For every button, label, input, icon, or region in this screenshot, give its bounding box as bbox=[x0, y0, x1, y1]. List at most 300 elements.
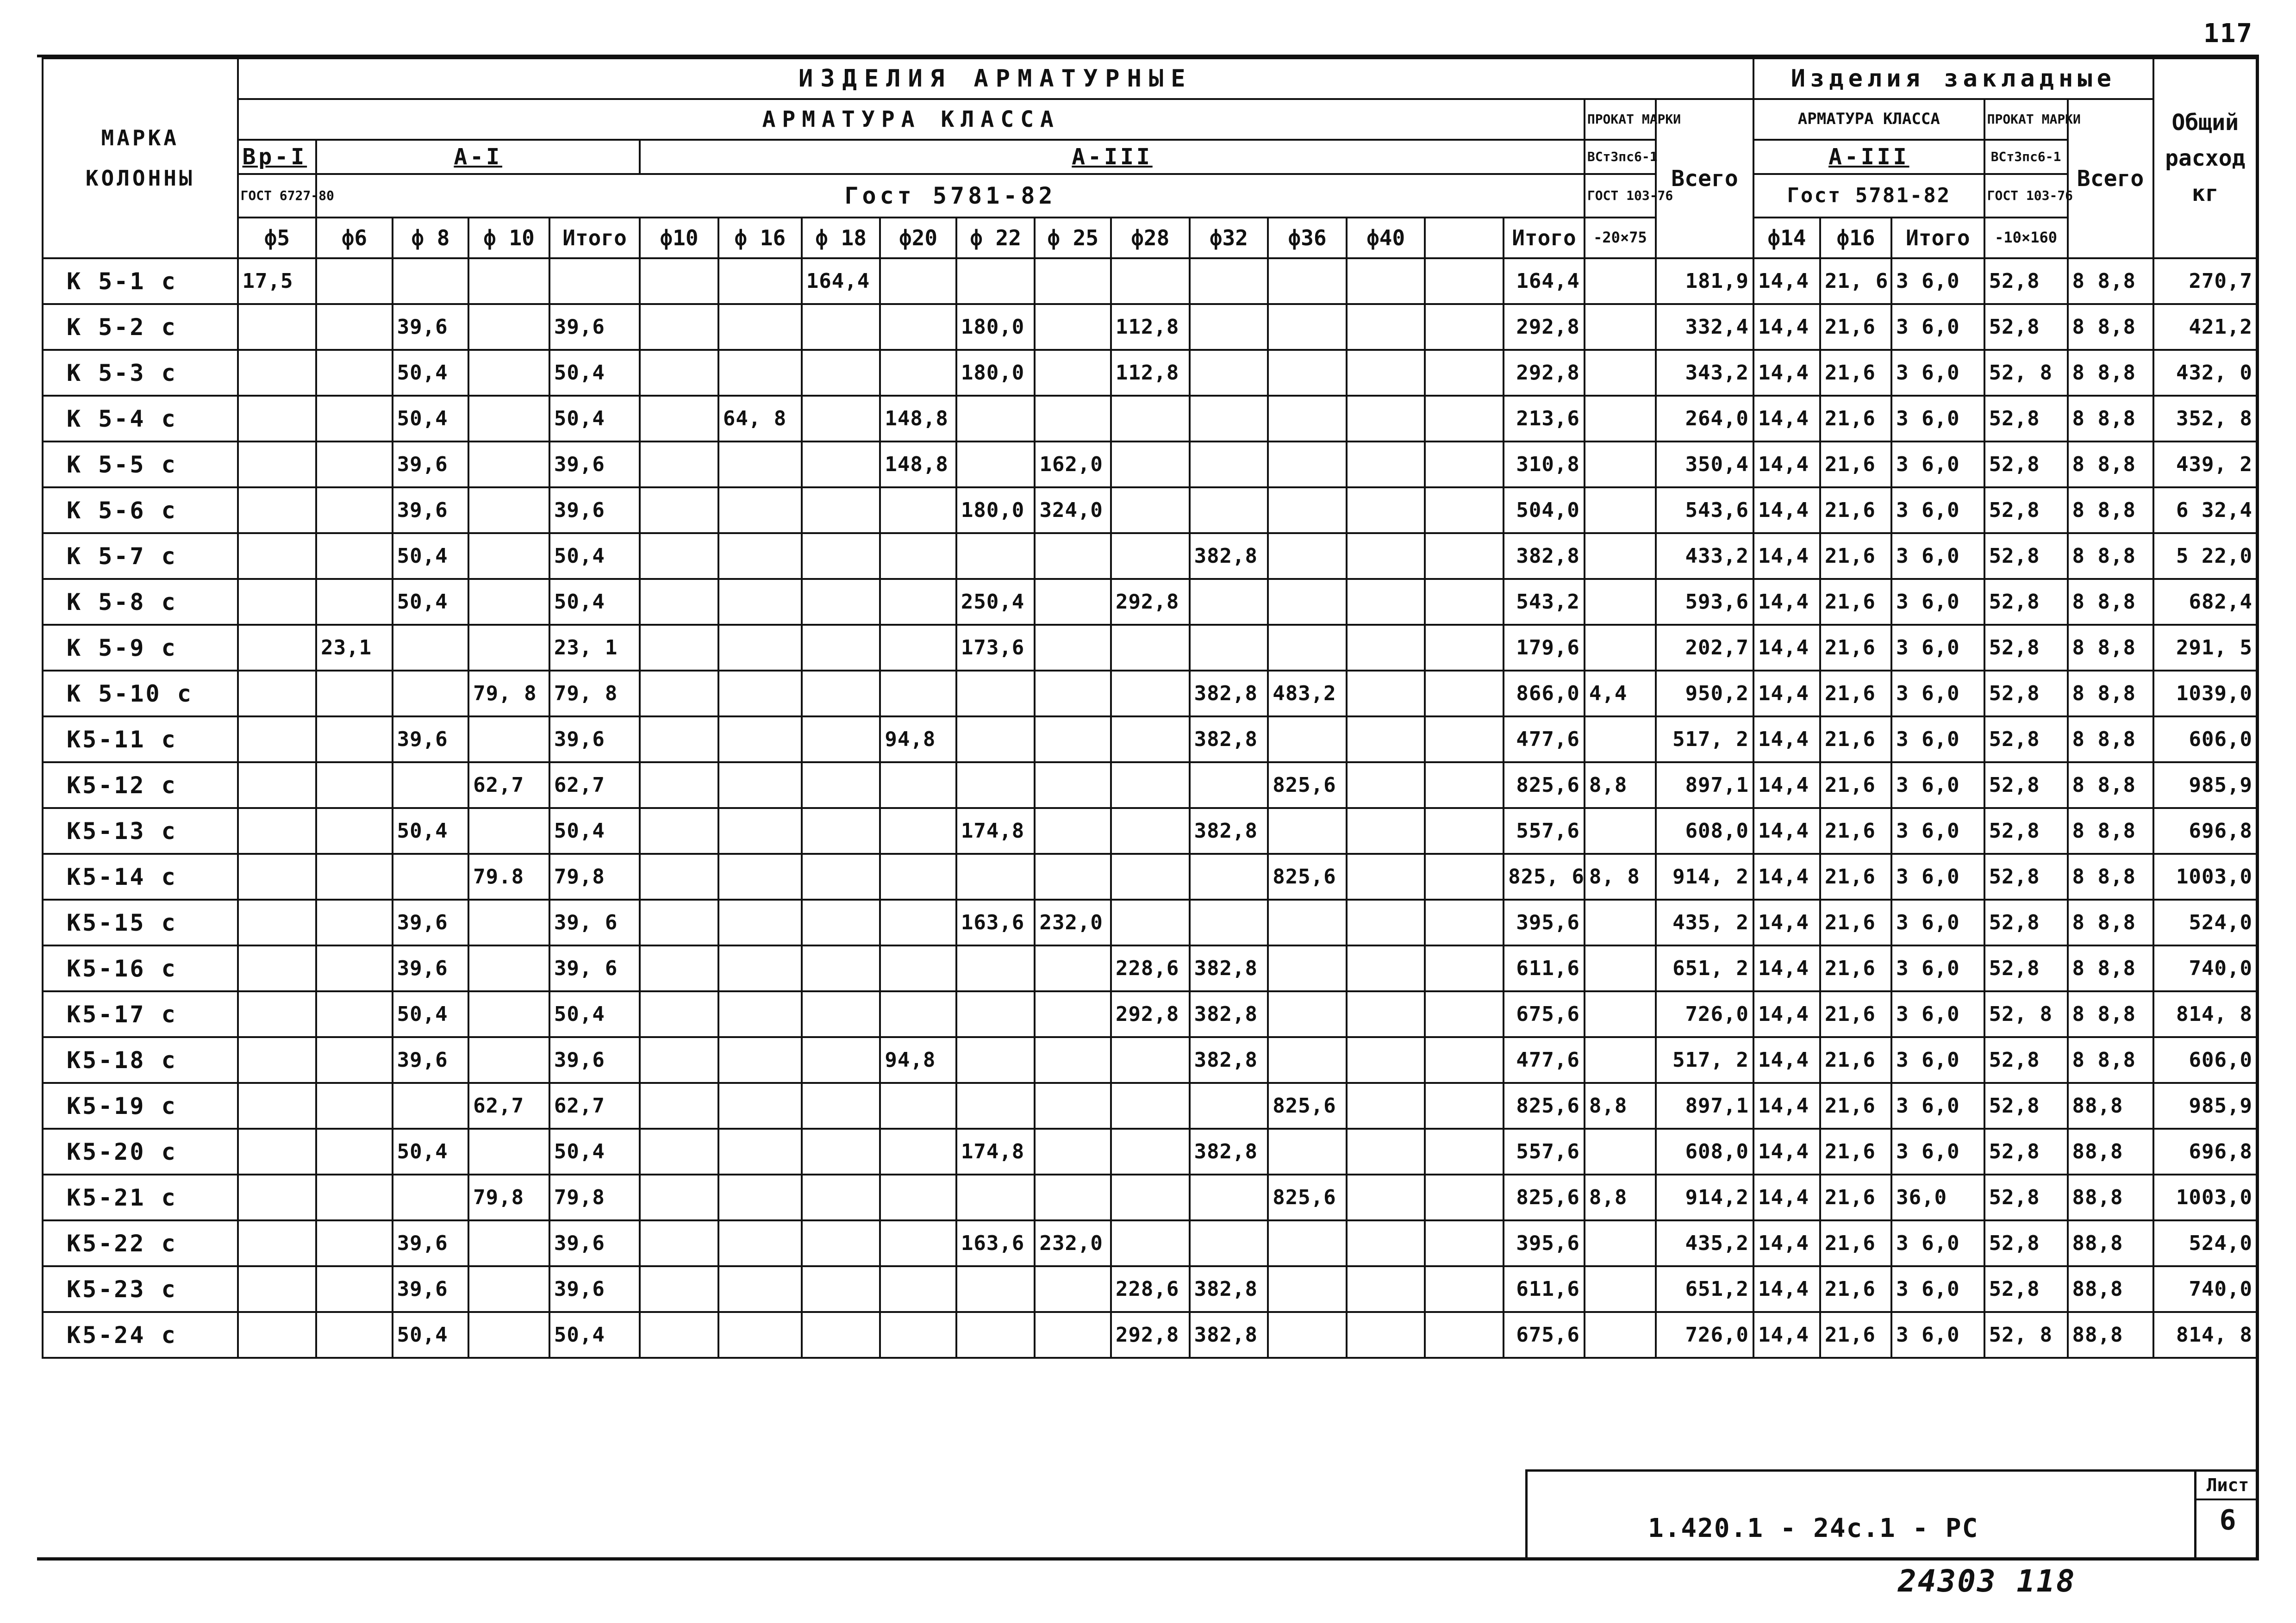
value-cell-erolled: 52,8 bbox=[1984, 716, 2068, 762]
value-cell-a3-36 bbox=[1268, 350, 1347, 396]
table-row bbox=[43, 716, 2257, 762]
diameter-a1-6-header: ф6 bbox=[316, 218, 392, 258]
value-cell-etot: 3 6,0 bbox=[1891, 900, 1984, 945]
value-cell-a3-total: 557,6 bbox=[1504, 808, 1585, 854]
value-cell-e14: 14,4 bbox=[1753, 808, 1820, 854]
value-cell-a3-22 bbox=[956, 442, 1035, 487]
value-cell-total: 435,2 bbox=[1656, 1220, 1753, 1266]
value-cell-etot: 3 6,0 bbox=[1891, 1220, 1984, 1266]
value-cell-total: 897,1 bbox=[1656, 1083, 1753, 1129]
table-row bbox=[43, 991, 2257, 1037]
value-cell-a3-25 bbox=[1035, 625, 1111, 671]
empty-cell bbox=[1425, 258, 1504, 304]
value-cell-overall: 696,8 bbox=[2153, 1129, 2257, 1175]
value-cell-a3-22: 173,6 bbox=[956, 625, 1035, 671]
diameter-a3-40-header: ф40 bbox=[1347, 218, 1425, 258]
value-cell-a1-total: 39,6 bbox=[549, 442, 640, 487]
value-cell-a3-10 bbox=[640, 304, 718, 350]
value-cell-a1-8 bbox=[393, 854, 468, 900]
value-cell-a3-36 bbox=[1268, 1129, 1347, 1175]
value-cell-a3-36 bbox=[1268, 396, 1347, 442]
value-cell-a3-32: 382,8 bbox=[1190, 1266, 1268, 1312]
value-cell-a1-8 bbox=[393, 762, 468, 808]
value-cell-a1-8: 39,6 bbox=[393, 304, 468, 350]
value-cell-e14: 14,4 bbox=[1753, 762, 1820, 808]
diameter-a3-22-header: ф 22 bbox=[956, 218, 1035, 258]
value-cell-a3-28 bbox=[1111, 1129, 1190, 1175]
value-cell-eall: 8 8,8 bbox=[2068, 579, 2153, 625]
value-cell-a3-28 bbox=[1111, 1220, 1190, 1266]
embedded-subtotal-header: Итого bbox=[1891, 218, 1984, 258]
value-cell-a3-16 bbox=[718, 487, 802, 533]
value-cell-a3-16 bbox=[718, 762, 802, 808]
value-cell-e16: 21,6 bbox=[1820, 350, 1891, 396]
value-cell-a3-22: 180,0 bbox=[956, 350, 1035, 396]
value-cell-a3-20 bbox=[880, 533, 956, 579]
value-cell-a3-32 bbox=[1190, 1220, 1268, 1266]
value-cell-a3-40 bbox=[1347, 1129, 1425, 1175]
value-cell-a3-18 bbox=[802, 579, 880, 625]
value-cell-a3-25 bbox=[1035, 258, 1111, 304]
value-cell-total: 593,6 bbox=[1656, 579, 1753, 625]
value-cell-vr5 bbox=[238, 716, 317, 762]
value-cell-a3-20: 148,8 bbox=[880, 442, 956, 487]
value-cell-vr5 bbox=[238, 487, 317, 533]
value-cell-a3-25: 232,0 bbox=[1035, 900, 1111, 945]
value-cell-a3-20 bbox=[880, 1220, 956, 1266]
value-cell-a3-16 bbox=[718, 671, 802, 716]
value-cell-a3-32 bbox=[1190, 579, 1268, 625]
table-row bbox=[43, 808, 2257, 854]
value-cell-eall: 88,8 bbox=[2068, 1175, 2153, 1220]
value-cell-e16: 21,6 bbox=[1820, 1266, 1891, 1312]
value-cell-erolled: 52,8 bbox=[1984, 442, 2068, 487]
value-cell-a1-10 bbox=[468, 304, 549, 350]
value-cell-rolled bbox=[1585, 258, 1656, 304]
column-mark-cell: К 5-1 с bbox=[43, 258, 238, 304]
value-cell-total: 332,4 bbox=[1656, 304, 1753, 350]
diameter-a3-16-header: ф 16 bbox=[718, 218, 802, 258]
value-cell-a3-10 bbox=[640, 1037, 718, 1083]
diameter-a1-10-header: ф 10 bbox=[468, 218, 549, 258]
value-cell-total: 651,2 bbox=[1656, 1266, 1753, 1312]
value-cell-a3-total: 395,6 bbox=[1504, 1220, 1585, 1266]
value-cell-erolled: 52, 8 bbox=[1984, 350, 2068, 396]
value-cell-a3-22 bbox=[956, 1037, 1035, 1083]
value-cell-rolled bbox=[1585, 808, 1656, 854]
value-cell-a3-10 bbox=[640, 442, 718, 487]
value-cell-a3-total: 825,6 bbox=[1504, 762, 1585, 808]
value-cell-total: 914, 2 bbox=[1656, 854, 1753, 900]
value-cell-erolled: 52,8 bbox=[1984, 900, 2068, 945]
value-cell-a3-10 bbox=[640, 900, 718, 945]
value-cell-a3-22 bbox=[956, 533, 1035, 579]
empty-cell bbox=[1425, 625, 1504, 671]
value-cell-a3-20: 94,8 bbox=[880, 1037, 956, 1083]
value-cell-a3-10 bbox=[640, 1266, 718, 1312]
value-cell-a3-16 bbox=[718, 991, 802, 1037]
value-cell-a3-20 bbox=[880, 1266, 956, 1312]
value-cell-e14: 14,4 bbox=[1753, 258, 1820, 304]
diameter-vr-5-header: ф5 bbox=[238, 218, 317, 258]
value-cell-e14: 14,4 bbox=[1753, 579, 1820, 625]
value-cell-a3-16 bbox=[718, 854, 802, 900]
value-cell-a3-16 bbox=[718, 1037, 802, 1083]
table-row bbox=[43, 1175, 2257, 1220]
value-cell-a3-20: 148,8 bbox=[880, 396, 956, 442]
column-mark-cell: К5-22 с bbox=[43, 1220, 238, 1266]
value-cell-a3-10 bbox=[640, 396, 718, 442]
value-cell-a3-10 bbox=[640, 716, 718, 762]
value-cell-a3-40 bbox=[1347, 1083, 1425, 1129]
value-cell-a3-18 bbox=[802, 625, 880, 671]
value-cell-a3-22 bbox=[956, 716, 1035, 762]
value-cell-a1-8: 50,4 bbox=[393, 991, 468, 1037]
empty-cell bbox=[1425, 304, 1504, 350]
value-cell-rolled bbox=[1585, 304, 1656, 350]
value-cell-a3-36 bbox=[1268, 1312, 1347, 1358]
value-cell-a1-total: 62,7 bbox=[549, 762, 640, 808]
table-row bbox=[43, 762, 2257, 808]
diameter-a3-28-header: ф28 bbox=[1111, 218, 1190, 258]
value-cell-a3-40 bbox=[1347, 533, 1425, 579]
value-cell-a3-25: 162,0 bbox=[1035, 442, 1111, 487]
value-cell-a1-total: 62,7 bbox=[549, 1083, 640, 1129]
value-cell-total: 651, 2 bbox=[1656, 945, 1753, 991]
value-cell-e16: 21,6 bbox=[1820, 991, 1891, 1037]
table-row bbox=[43, 258, 2257, 304]
value-cell-e14: 14,4 bbox=[1753, 304, 1820, 350]
value-cell-a3-22: 174,8 bbox=[956, 1129, 1035, 1175]
value-cell-a3-18 bbox=[802, 1129, 880, 1175]
embedded-diameter-16-header: ф16 bbox=[1820, 218, 1891, 258]
value-cell-vr5 bbox=[238, 350, 317, 396]
value-cell-total: 543,6 bbox=[1656, 487, 1753, 533]
value-cell-a1-10 bbox=[468, 258, 549, 304]
empty-cell bbox=[1425, 1037, 1504, 1083]
value-cell-a3-32 bbox=[1190, 304, 1268, 350]
value-cell-rolled bbox=[1585, 625, 1656, 671]
value-cell-a1-8: 39,6 bbox=[393, 1037, 468, 1083]
value-cell-overall: 1003,0 bbox=[2153, 1175, 2257, 1220]
value-cell-a1-6: 23,1 bbox=[316, 625, 392, 671]
value-cell-a3-40 bbox=[1347, 991, 1425, 1037]
value-cell-etot: 3 6,0 bbox=[1891, 1266, 1984, 1312]
value-cell-a1-total: 50,4 bbox=[549, 991, 640, 1037]
value-cell-e14: 14,4 bbox=[1753, 716, 1820, 762]
embedded-standard-rebar-header: Гост 5781-82 bbox=[1753, 174, 1984, 218]
value-cell-a3-20: 94,8 bbox=[880, 716, 956, 762]
value-cell-e16: 21,6 bbox=[1820, 808, 1891, 854]
value-cell-a3-40 bbox=[1347, 1037, 1425, 1083]
value-cell-a3-20 bbox=[880, 1312, 956, 1358]
value-cell-e14: 14,4 bbox=[1753, 1266, 1820, 1312]
value-cell-a1-total: 79,8 bbox=[549, 1175, 640, 1220]
document-code: 1.420.1 - 24с.1 - РС bbox=[1648, 1513, 1979, 1543]
value-cell-a1-10: 79.8 bbox=[468, 854, 549, 900]
value-cell-a3-18 bbox=[802, 762, 880, 808]
value-cell-a3-10 bbox=[640, 1220, 718, 1266]
value-cell-e14: 14,4 bbox=[1753, 1220, 1820, 1266]
table-row bbox=[43, 1129, 2257, 1175]
value-cell-total: 726,0 bbox=[1656, 991, 1753, 1037]
value-cell-overall: 291, 5 bbox=[2153, 625, 2257, 671]
value-cell-a1-total: 50,4 bbox=[549, 808, 640, 854]
table-row bbox=[43, 533, 2257, 579]
value-cell-a1-6 bbox=[316, 396, 392, 442]
value-cell-total: 435, 2 bbox=[1656, 900, 1753, 945]
value-cell-e16: 21,6 bbox=[1820, 487, 1891, 533]
column-mark-cell: К5-17 с bbox=[43, 991, 238, 1037]
value-cell-overall: 5 22,0 bbox=[2153, 533, 2257, 579]
value-cell-etot: 3 6,0 bbox=[1891, 1037, 1984, 1083]
empty-cell bbox=[1425, 1129, 1504, 1175]
value-cell-a1-8 bbox=[393, 1175, 468, 1220]
value-cell-a3-20 bbox=[880, 350, 956, 396]
value-cell-a3-25 bbox=[1035, 716, 1111, 762]
value-cell-vr5 bbox=[238, 854, 317, 900]
value-cell-a3-28: 112,8 bbox=[1111, 304, 1190, 350]
value-cell-total: 181,9 bbox=[1656, 258, 1753, 304]
value-cell-a3-16 bbox=[718, 1129, 802, 1175]
value-cell-eall: 8 8,8 bbox=[2068, 350, 2153, 396]
value-cell-e14: 14,4 bbox=[1753, 671, 1820, 716]
value-cell-overall: 432, 0 bbox=[2153, 350, 2257, 396]
value-cell-a3-32: 382,8 bbox=[1190, 716, 1268, 762]
value-cell-erolled: 52,8 bbox=[1984, 1266, 2068, 1312]
value-cell-etot: 3 6,0 bbox=[1891, 579, 1984, 625]
value-cell-a3-36: 825,6 bbox=[1268, 854, 1347, 900]
value-cell-a1-8 bbox=[393, 625, 468, 671]
value-cell-erolled: 52,8 bbox=[1984, 1220, 2068, 1266]
value-cell-overall: 985,9 bbox=[2153, 1083, 2257, 1129]
value-cell-eall: 8 8,8 bbox=[2068, 258, 2153, 304]
value-cell-a3-18 bbox=[802, 1220, 880, 1266]
value-cell-vr5 bbox=[238, 1312, 317, 1358]
value-cell-a3-total: 213,6 bbox=[1504, 396, 1585, 442]
value-cell-a3-20 bbox=[880, 991, 956, 1037]
value-cell-overall: 352, 8 bbox=[2153, 396, 2257, 442]
value-cell-vr5 bbox=[238, 625, 317, 671]
embedded-standard-rolled-header: ГОСТ 103-76 bbox=[1984, 174, 2068, 218]
value-cell-overall: 682,4 bbox=[2153, 579, 2257, 625]
value-cell-etot: 3 6,0 bbox=[1891, 945, 1984, 991]
value-cell-a3-total: 611,6 bbox=[1504, 1266, 1585, 1312]
value-cell-a3-16 bbox=[718, 900, 802, 945]
value-cell-a1-total: 50,4 bbox=[549, 396, 640, 442]
value-cell-a3-10 bbox=[640, 808, 718, 854]
table-row bbox=[43, 442, 2257, 487]
value-cell-a3-20 bbox=[880, 945, 956, 991]
value-cell-e14: 14,4 bbox=[1753, 854, 1820, 900]
value-cell-a1-10 bbox=[468, 900, 549, 945]
value-cell-a3-40 bbox=[1347, 900, 1425, 945]
value-cell-erolled: 52,8 bbox=[1984, 487, 2068, 533]
value-cell-a3-10 bbox=[640, 625, 718, 671]
value-cell-a1-total: 79,8 bbox=[549, 854, 640, 900]
value-cell-vr5 bbox=[238, 1083, 317, 1129]
empty-cell bbox=[1425, 1175, 1504, 1220]
value-cell-a3-16 bbox=[718, 1083, 802, 1129]
value-cell-a3-10 bbox=[640, 762, 718, 808]
value-cell-a3-16 bbox=[718, 533, 802, 579]
value-cell-e16: 21,6 bbox=[1820, 396, 1891, 442]
value-cell-overall: 6 32,4 bbox=[2153, 487, 2257, 533]
value-cell-a3-22 bbox=[956, 258, 1035, 304]
value-cell-e16: 21,6 bbox=[1820, 442, 1891, 487]
value-cell-a3-20 bbox=[880, 487, 956, 533]
value-cell-a3-32: 382,8 bbox=[1190, 808, 1268, 854]
value-cell-a3-total: 382,8 bbox=[1504, 533, 1585, 579]
value-cell-e14: 14,4 bbox=[1753, 487, 1820, 533]
column-rows bbox=[43, 258, 2257, 1461]
value-cell-a3-32 bbox=[1190, 762, 1268, 808]
value-cell-rolled bbox=[1585, 1220, 1656, 1266]
value-cell-a3-25 bbox=[1035, 808, 1111, 854]
value-cell-a3-40 bbox=[1347, 1175, 1425, 1220]
value-cell-a3-total: 675,6 bbox=[1504, 991, 1585, 1037]
empty-cell bbox=[1425, 762, 1504, 808]
value-cell-a1-10 bbox=[468, 579, 549, 625]
diameter-a3-36-header: ф36 bbox=[1268, 218, 1347, 258]
value-cell-eall: 8 8,8 bbox=[2068, 442, 2153, 487]
rolled-grade-header: ПРОКАТ МАРКИ bbox=[1585, 99, 1656, 140]
value-cell-a1-6 bbox=[316, 900, 392, 945]
value-cell-vr5 bbox=[238, 991, 317, 1037]
value-cell-a3-40 bbox=[1347, 258, 1425, 304]
value-cell-a3-25 bbox=[1035, 945, 1111, 991]
value-cell-a1-6 bbox=[316, 1129, 392, 1175]
value-cell-a3-20 bbox=[880, 762, 956, 808]
value-cell-a1-10 bbox=[468, 442, 549, 487]
value-cell-a3-28 bbox=[1111, 762, 1190, 808]
value-cell-a1-total: 50,4 bbox=[549, 533, 640, 579]
value-cell-a1-6 bbox=[316, 350, 392, 396]
value-cell-rolled bbox=[1585, 1312, 1656, 1358]
value-cell-e14: 14,4 bbox=[1753, 350, 1820, 396]
value-cell-a3-total: 292,8 bbox=[1504, 304, 1585, 350]
value-cell-a1-total: 39, 6 bbox=[549, 900, 640, 945]
value-cell-a1-10 bbox=[468, 808, 549, 854]
value-cell-a3-10 bbox=[640, 579, 718, 625]
value-cell-total: 433,2 bbox=[1656, 533, 1753, 579]
empty-header-cell bbox=[1425, 218, 1504, 258]
value-cell-rolled bbox=[1585, 900, 1656, 945]
value-cell-a1-total: 39,6 bbox=[549, 1037, 640, 1083]
value-cell-a1-10 bbox=[468, 1037, 549, 1083]
value-cell-e16: 21,6 bbox=[1820, 579, 1891, 625]
value-cell-a3-40 bbox=[1347, 625, 1425, 671]
value-cell-rolled bbox=[1585, 579, 1656, 625]
value-cell-a3-10 bbox=[640, 1175, 718, 1220]
column-mark-cell: К 5-10 с bbox=[43, 671, 238, 716]
value-cell-a1-6 bbox=[316, 304, 392, 350]
value-cell-a1-6 bbox=[316, 487, 392, 533]
value-cell-a3-22 bbox=[956, 991, 1035, 1037]
value-cell-rolled bbox=[1585, 396, 1656, 442]
value-cell-etot: 3 6,0 bbox=[1891, 991, 1984, 1037]
value-cell-e16: 21,6 bbox=[1820, 625, 1891, 671]
value-cell-a3-36: 825,6 bbox=[1268, 762, 1347, 808]
reinforcing-items-header: ИЗДЕЛИЯ АРМАТУРНЫЕ bbox=[238, 58, 1754, 99]
a3-subtotal-header: Итого bbox=[1504, 218, 1585, 258]
value-cell-a3-25 bbox=[1035, 579, 1111, 625]
value-cell-a1-6 bbox=[316, 854, 392, 900]
value-cell-a3-18 bbox=[802, 1083, 880, 1129]
value-cell-a3-total: 866,0 bbox=[1504, 671, 1585, 716]
value-cell-a3-22: 180,0 bbox=[956, 304, 1035, 350]
value-cell-vr5 bbox=[238, 304, 317, 350]
value-cell-a1-6 bbox=[316, 1037, 392, 1083]
empty-cell bbox=[1425, 808, 1504, 854]
value-cell-a3-20 bbox=[880, 900, 956, 945]
column-mark-cell: К5-15 с bbox=[43, 900, 238, 945]
value-cell-a1-10 bbox=[468, 1129, 549, 1175]
value-cell-a3-25: 232,0 bbox=[1035, 1220, 1111, 1266]
a1-subtotal-header: Итого bbox=[549, 218, 640, 258]
title-block bbox=[1525, 1469, 2259, 1557]
value-cell-a3-20 bbox=[880, 1175, 956, 1220]
value-cell-a1-total: 50,4 bbox=[549, 1129, 640, 1175]
value-cell-vr5 bbox=[238, 1220, 317, 1266]
column-mark-cell: К 5-2 с bbox=[43, 304, 238, 350]
value-cell-a3-28 bbox=[1111, 716, 1190, 762]
value-cell-vr5 bbox=[238, 1037, 317, 1083]
value-cell-overall: 1039,0 bbox=[2153, 671, 2257, 716]
value-cell-a3-28 bbox=[1111, 442, 1190, 487]
value-cell-etot: 3 6,0 bbox=[1891, 350, 1984, 396]
value-cell-a1-10 bbox=[468, 716, 549, 762]
value-cell-a3-32 bbox=[1190, 350, 1268, 396]
value-cell-a3-36 bbox=[1268, 945, 1347, 991]
value-cell-a3-10 bbox=[640, 1083, 718, 1129]
value-cell-a3-10 bbox=[640, 991, 718, 1037]
value-cell-vr5 bbox=[238, 442, 317, 487]
frame-bottom-line bbox=[37, 1557, 2259, 1561]
value-cell-rolled bbox=[1585, 991, 1656, 1037]
value-cell-a3-total: 825,6 bbox=[1504, 1175, 1585, 1220]
value-cell-a3-18 bbox=[802, 808, 880, 854]
value-cell-etot: 3 6,0 bbox=[1891, 1312, 1984, 1358]
value-cell-vr5 bbox=[238, 945, 317, 991]
value-cell-a1-total: 50,4 bbox=[549, 1312, 640, 1358]
value-cell-a3-20 bbox=[880, 1083, 956, 1129]
column-mark-cell: К5-18 с bbox=[43, 1037, 238, 1083]
value-cell-e14: 14,4 bbox=[1753, 991, 1820, 1037]
value-cell-a3-22: 163,6 bbox=[956, 900, 1035, 945]
table-row bbox=[43, 396, 2257, 442]
steel-rolled-header: ВСт3пс6-1 bbox=[1585, 140, 1656, 174]
value-cell-a3-16 bbox=[718, 579, 802, 625]
empty-cell bbox=[1425, 487, 1504, 533]
value-cell-a3-20 bbox=[880, 258, 956, 304]
value-cell-a3-10 bbox=[640, 854, 718, 900]
value-cell-a3-18 bbox=[802, 900, 880, 945]
value-cell-eall: 8 8,8 bbox=[2068, 762, 2153, 808]
value-cell-a3-28 bbox=[1111, 625, 1190, 671]
standard-rebar-header: Гост 5781-82 bbox=[316, 174, 1585, 218]
table-row bbox=[43, 945, 2257, 991]
value-cell-etot: 3 6,0 bbox=[1891, 671, 1984, 716]
value-cell-a3-total: 557,6 bbox=[1504, 1129, 1585, 1175]
table-row bbox=[43, 579, 2257, 625]
table-row bbox=[43, 671, 2257, 716]
value-cell-a3-32: 382,8 bbox=[1190, 1129, 1268, 1175]
value-cell-a1-6 bbox=[316, 1266, 392, 1312]
value-cell-a3-total: 825, 6 bbox=[1504, 854, 1585, 900]
value-cell-e16: 21,6 bbox=[1820, 304, 1891, 350]
value-cell-a1-6 bbox=[316, 671, 392, 716]
